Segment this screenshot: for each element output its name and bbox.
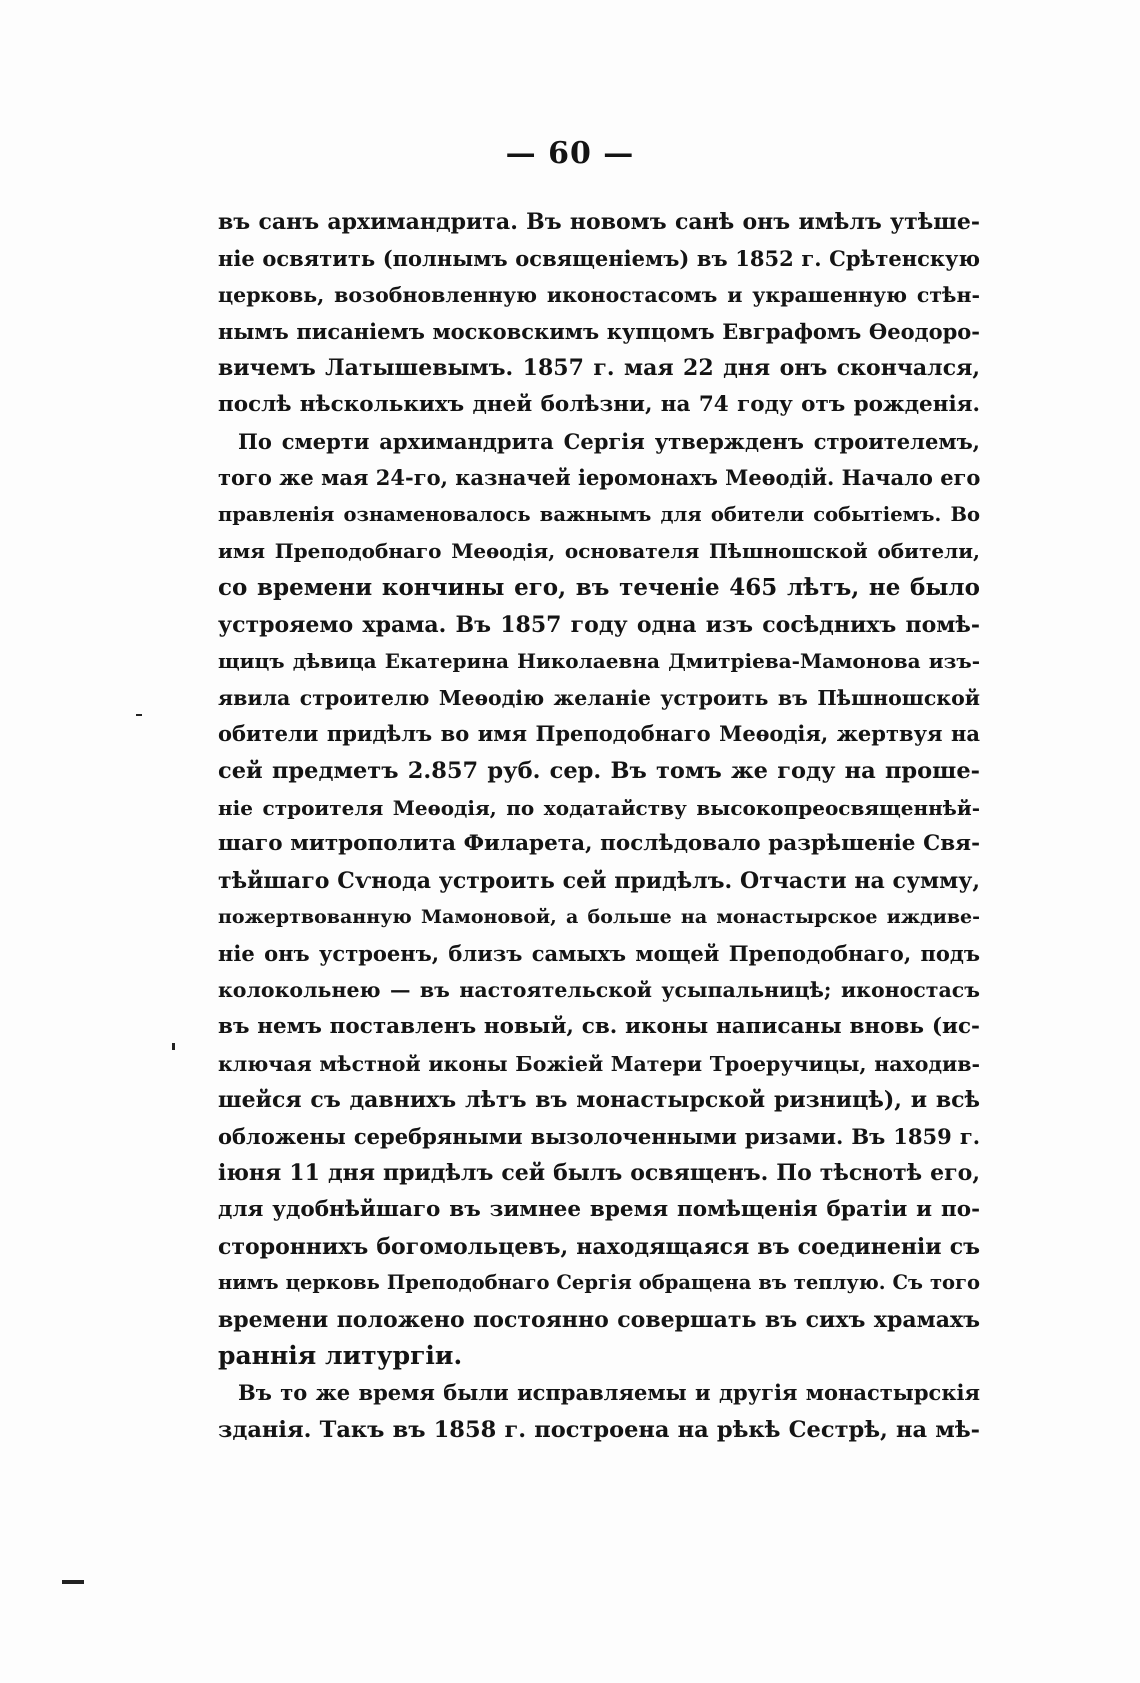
text-line: щицъ дѣвица Екатерина Николаевна Дмитріева-Мамонова изъ- <box>218 649 980 674</box>
text-line: устрояемо храма. Въ 1857 году одна изъ сосѣднихъ помѣ- <box>218 611 980 638</box>
margin-mark <box>62 1580 84 1584</box>
text-line: ніе строителя Меѳодія, по ходатайству высокопреосвященнѣй- <box>218 795 980 820</box>
text-line: времени положено постоянно совершать въ сихъ храмахъ <box>218 1306 980 1333</box>
text-line: для удобнѣйшаго въ зимнее время помѣщенія братіи и по- <box>218 1197 980 1223</box>
margin-mark <box>172 1043 175 1050</box>
text-line: ніе онъ устроенъ, близъ самыхъ мощей Преподобнаго, подъ <box>218 940 980 966</box>
text-line: въ санъ архимандрита. Въ новомъ санѣ онъ имѣлъ утѣше- <box>218 209 980 235</box>
text-line: въ немъ поставленъ новый, св. иконы написаны вновь (ис- <box>218 1014 980 1040</box>
text-line: ніе освятить (полнымъ освященіемъ) въ 1852 г. Срѣтенскую <box>218 245 980 271</box>
text-line: обители придѣлъ во имя Преподобнаго Меѳодія, жертвуя на <box>218 721 980 747</box>
text-line: стороннихъ богомольцевъ, находящаяся въ соединеніи съ <box>218 1233 980 1260</box>
text-line: зданія. Такъ въ 1858 г. построена на рѣкѣ Сестрѣ, на мѣ- <box>218 1416 980 1443</box>
text-line: шаго митрополита Филарета, послѣдовало разрѣшеніе Свя- <box>218 831 980 857</box>
text-line: тѣйшаго Сѵнода устроить сей придѣлъ. Отчасти на сумму, <box>218 867 980 894</box>
text-line: шейся съ давнихъ лѣтъ въ монастырской ризницѣ), и всѣ <box>218 1087 980 1114</box>
margin-mark <box>136 714 142 716</box>
text-line: колокольнею — въ настоятельской усыпальницѣ; иконостасъ <box>218 978 980 1003</box>
body-text <box>218 204 980 1448</box>
text-line: со времени кончины его, въ теченіе 465 лѣтъ, не было <box>218 573 980 601</box>
text-line: раннія литургіи. <box>218 1341 463 1371</box>
text-line: пожертвованную Мамоновой, а больше на монастырское иждиве- <box>218 906 980 929</box>
page-number: — 60 — <box>505 136 635 171</box>
text-line: сей предметъ 2.857 руб. сер. Въ томъ же году на проше- <box>218 757 980 784</box>
text-line: ключая мѣстной иконы Божіей Матери Троеручицы, находив- <box>218 1051 980 1076</box>
text-line: имя Преподобнаго Меѳодія, основателя Пѣшношской обители, <box>218 539 980 564</box>
text-line: іюня 11 дня придѣлъ сей былъ освященъ. По тѣснотѣ его, <box>218 1160 980 1187</box>
text-line: того же мая 24-го, казначей іеромонахъ Меѳодій. Начало его <box>218 465 980 491</box>
text-line: послѣ нѣсколькихъ дней болѣзни, на 74 году отъ рожденія. <box>218 391 980 417</box>
text-line: По смерти архимандрита Сергія утвержденъ строителемъ, <box>238 428 980 454</box>
text-line: церковь, возобновленную иконостасомъ и украшенную стѣн- <box>218 283 980 308</box>
text-line: правленія ознаменовалось важнымъ для обители событіемъ. Во <box>218 502 980 526</box>
text-line: вичемъ Латышевымъ. 1857 г. мая 22 дня онъ скончался, <box>218 355 980 382</box>
text-line: нимъ церковь Преподобнаго Сергія обращена въ теплую. Съ того <box>218 1271 980 1295</box>
text-line: явила строителю Меѳодію желаніе устроить въ Пѣшношской <box>218 685 980 710</box>
text-line: нымъ писаніемъ московскимъ купцомъ Евграфомъ Ѳеодоро- <box>218 318 980 344</box>
text-line: Въ то же время были исправляемы и другія монастырскія <box>238 1380 980 1405</box>
text-line: обложены серебряными вызолоченными ризами. Въ 1859 г. <box>218 1123 980 1149</box>
